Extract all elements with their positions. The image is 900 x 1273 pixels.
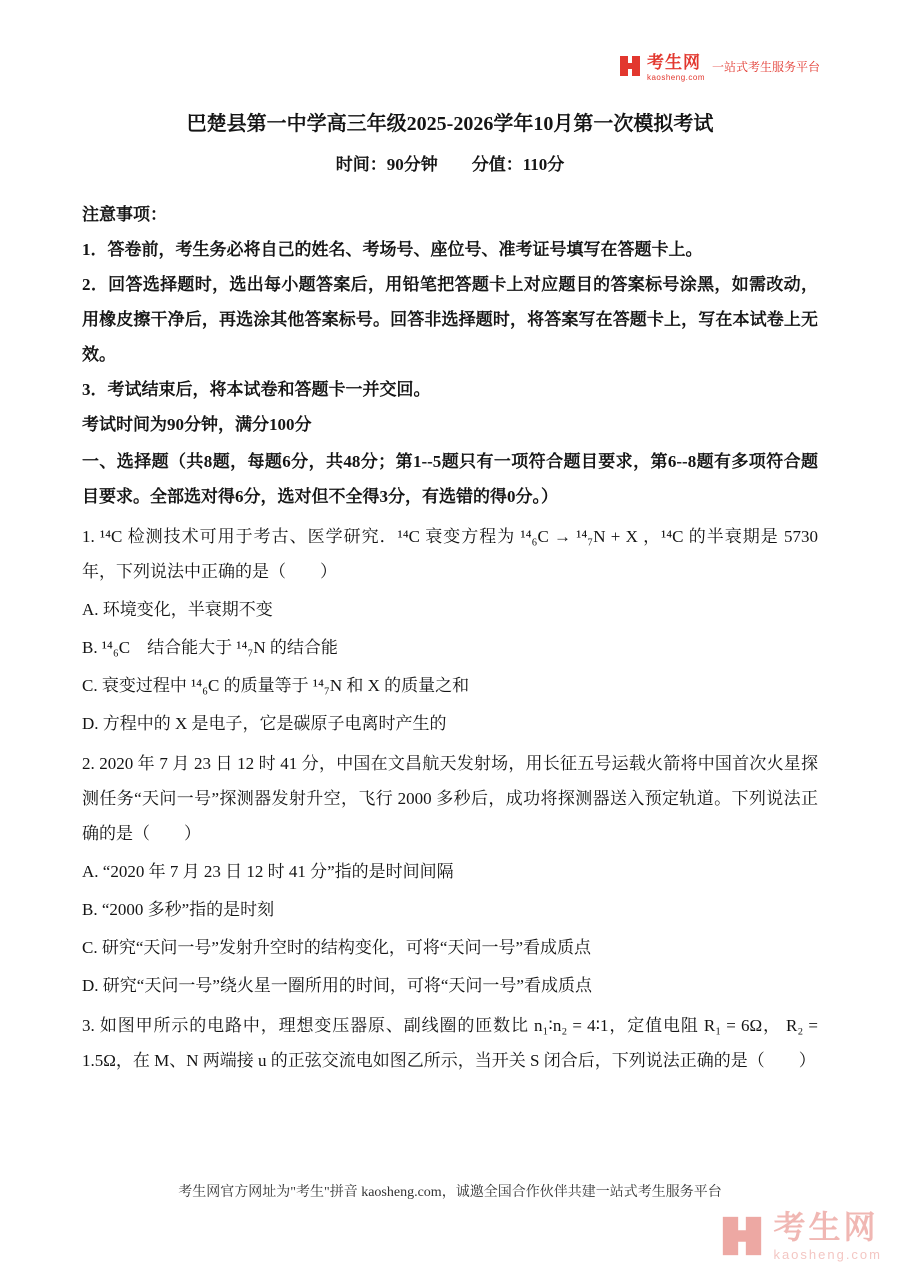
kaosheng-logo xyxy=(618,54,820,82)
footer-text: 考生网官方网址为"考生"拼音 kaosheng.com，诚邀全国合作伙伴共建一站式考生服务平台 xyxy=(178,1185,722,1200)
notice-item-3: 3．考试结束后，将本试卷和答题卡一并交回。 xyxy=(82,379,431,399)
question-1-option-c: C. 衰变过程中 ¹⁴₆C 的质量等于 ¹⁴₇N 和 X 的质量之和 xyxy=(82,675,470,695)
logo-site-url: kaosheng.com xyxy=(646,73,705,82)
question-2-option-a: A. “2020 年 7 月 23 日 12 时 41 分”指的是时间间隔 xyxy=(82,861,454,881)
watermark-text-block xyxy=(773,1211,882,1261)
question-2-option-c: C. 研究“天问一号”发射升空时的结构变化，可将“天问一号”看成质点 xyxy=(82,937,592,957)
section-heading: 一、选择题（共8题，每题6分，共48分；第1--5题只有一项符合题目要求，第6--8题有多项符合题目要求。全部选对得6分，选对但不全得3分，有选错的得0分。） xyxy=(82,451,818,506)
exam-meta-line: 时间：90分钟 分值：110分 xyxy=(335,155,565,174)
question-1-option-a: A. 环境变化，半衰期不变 xyxy=(82,599,273,619)
question-3-stem: 3. 如图甲所示的电路中，理想变压器原、副线圈的匝数比 n₁∶n₂ = 4∶1，定值电阻 R₁ = 6Ω， R₂ = 1.5Ω，在 M、N 两端接 u 的正弦交流电如图乙所示，当开关 S 闭合后，下列说法正确的是（ ） xyxy=(82,1015,818,1070)
duration-line: 考试时间为90分钟，满分100分 xyxy=(82,414,312,434)
logo-text-block xyxy=(647,54,705,82)
question-2-stem: 2. 2020 年 7 月 23 日 12 时 41 分，中国在文昌航天发射场，用长征五号运载火箭将中国首次火星探测任务“天问一号”探测器发射升空，飞行 2000 多秒后，成功将探测器送入预定轨道。下列说法正确的是（ ） xyxy=(82,753,818,843)
watermark-site-url: kaosheng.com xyxy=(773,1247,882,1262)
notice-heading: 注意事项： xyxy=(82,204,167,224)
question-1-option-d: D. 方程中的 X 是电子，它是碳原子电离时产生的 xyxy=(82,713,447,733)
logo-brand-name: 考生网 xyxy=(646,53,701,72)
question-1-option-b: B. ¹⁴₆C 结合能大于 ¹⁴₇N 的结合能 xyxy=(82,637,338,657)
page-title: 巴楚县第一中学高三年级2025-2026学年10月第一次模拟考试 xyxy=(186,113,714,135)
question-2-option-b: B. “2000 多秒”指的是时刻 xyxy=(82,899,275,919)
question-1-stem: 1. ¹⁴C 检测技术可用于考古、医学研究．¹⁴C 衰变方程为 ¹⁴₆C → ¹⁴₇N + X ，¹⁴C 的半衰期是 5730 年，下列说法中正确的是（ ） xyxy=(82,526,818,581)
kaosheng-watermark xyxy=(719,1211,882,1261)
watermark-brand-name: 考生网 xyxy=(773,1209,879,1245)
kaosheng-watermark-icon xyxy=(719,1213,765,1259)
notice-item-2: 2．回答选择题时，选出每小题答案后，用铅笔把答题卡上对应题目的答案标号涂黑，如需改动，用橡皮擦干净后，再选涂其他答案标号。回答非选择题时，将答案写在答题卡上，写在本试卷上无效。 xyxy=(82,274,818,364)
logo-tagline: 一站式考生服务平台 xyxy=(711,60,820,74)
notice-item-1: 1．答卷前，考生务必将自己的姓名、考场号、座位号、准考证号填写在答题卡上。 xyxy=(82,239,703,259)
kaosheng-logo-icon xyxy=(618,54,642,78)
question-2-option-d: D. 研究“天问一号”绕火星一圈所用的时间，可将“天问一号”看成质点 xyxy=(82,975,592,995)
